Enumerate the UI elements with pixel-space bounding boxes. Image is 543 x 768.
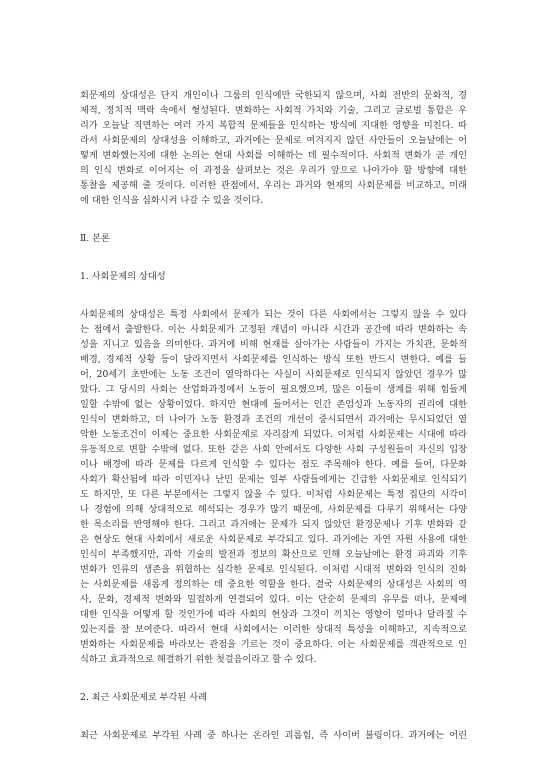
text-line: 악한 노동조건이 이제는 중요한 사회문제로 자리잡게 되었다. 이처럼 사회문제는 시대에 따라 — [80, 429, 467, 440]
text-line: 유동적으로 변할 수밖에 없다. 또한 같은 사회 안에서도 다양한 사회 구성원들이 자신의 입장 — [80, 444, 467, 455]
text-line: 회문제의 상대성은 단지 개인이나 그룹의 인식에만 국한되지 않으며, 사회 전반의 문화적, 경 — [80, 90, 467, 101]
relativity-paragraph — [80, 307, 467, 667]
text-line: 도 하지만, 또 다른 부분에서는 그렇지 않을 수 있다. 이처럼 사회문제는 특정 집단의 시각이 — [80, 489, 467, 500]
text-line: 식하고 효과적으로 해결하기 위한 첫걸음이라고 할 수 있다. — [80, 654, 317, 665]
text-line: 사, 문화, 경제적 변화와 밀접하게 연결되어 있다. 이는 단순히 문제의 유무를 떠나, 문제에 — [80, 594, 467, 605]
text-line: 나 경험에 의해 상대적으로 해석되는 경우가 많기 때문에, 사회문제를 다루기 위해서는 다양 — [80, 504, 467, 515]
text-line: 있는지를 잘 보여준다. 따라서 현대 사회에서는 이러한 상대적 특성을 이해하고, 지속적으로 — [80, 624, 467, 635]
text-line: 변화하는 사회문제를 바라보는 관점을 기르는 것이 중요하다. 이는 사회문제를 객관적으로 인 — [80, 639, 467, 650]
text-line: 는 점에서 출발한다. 이는 사회문제가 고정된 개념이 아니라 시간과 공간에 따라 변화하는 속 — [80, 324, 467, 335]
text-line: 대한 인식을 어떻게 할 것인가에 따라 사회의 현상과 그것이 끼치는 영향이 얼마나 달라질 수 — [80, 609, 467, 620]
subsection-heading-relativity: 1. 사회문제의 상대성 — [80, 271, 166, 282]
text-line: 떻게 변화했는지에 대한 논의는 현대 사회를 이해하는 데 필수적이다. 사회적 변화가 곧 개인 — [80, 150, 467, 161]
text-line: 통찰을 제공해 줄 것이다. 이러한 관점에서, 우리는 과거와 현재의 사회문제를 비교하고, 미래 — [80, 180, 467, 191]
recent-cases-paragraph — [80, 728, 467, 743]
text-line: 인식이 변화하고, 더 나아가 노동 환경과 조건의 개선이 중시되면서 과거에는 무시되었던 열 — [80, 414, 467, 425]
text-line: 변화가 인류의 생존을 위협하는 심각한 문제로 인식된다. 이처럼 시대적 변화와 인식의 진화 — [80, 564, 467, 575]
text-line: 일할 수밖에 없는 상황이었다. 하지만 현대에 들어서는 인간 존엄성과 노동자의 권리에 대한 — [80, 399, 467, 410]
text-line: 의 인식 변화로 이어지는 이 과정을 살펴보는 것은 우리가 앞으로 나아가야 할 방향에 대한 — [80, 165, 467, 176]
section-heading: Ⅱ. 본론 — [80, 233, 110, 244]
text-line: 리가 오늘날 직면하는 여러 가지 복합적 문제들을 인식하는 방식에 지대한 영향을 미친다. 따 — [80, 120, 467, 131]
text-line: 한 목소리를 반영해야 한다. 그리고 과거에는 문제가 되지 않았던 환경문제나 기후 변화와 같 — [80, 519, 467, 530]
intro-paragraph — [80, 88, 467, 208]
text-line: 인식이 부족했지만, 과학 기술의 발전과 정보의 확산으로 인해 오늘날에는 환경 파괴와 기후 — [80, 549, 467, 560]
text-line: 에 대한 인식을 심화시켜 나갈 수 있을 것이다. — [80, 195, 264, 206]
text-line: 사회가 확산됨에 따라 이민자나 난민 문제는 일부 사람들에게는 긴급한 사회문제로 인식되기 — [80, 474, 467, 485]
text-line: 제적, 정치적 맥락 속에서 형성된다. 변화하는 사회적 가치와 기술, 그리고 글로벌 통합은 우 — [80, 105, 467, 116]
subsection-heading-recent-cases: 2. 최근 사회문제로 부각된 사례 — [80, 692, 207, 703]
text-line: 라서 사회문제의 상대성을 이해하고, 과거에는 문제로 여겨지지 않던 사안들이 오늘날에는 어 — [80, 135, 467, 146]
text-line: 은 현상도 현대 사회에서 새로운 사회문제로 부각되고 있다. 과거에는 자연 자원 사용에 대한 — [80, 534, 467, 545]
text-line: 는 사회문제를 새롭게 정의하는 데 중요한 역할을 한다. 결국 사회문제의 상대성은 사회의 역 — [80, 579, 467, 590]
text-line: 어, 20세기 초반에는 노동 조건이 열악하다는 사실이 사회문제로 인식되지 않았던 경우가 많 — [80, 369, 467, 380]
text-line: 최근 사회문제로 부각된 사례 중 하나는 온라인 괴롭힘, 즉 사이버 불링이다. 과거에는 어린 — [80, 730, 467, 741]
text-line: 배경, 경제적 상황 등이 달라지면서 사회문제를 인식하는 방식 또한 반드시 변한다. 예를 들 — [80, 354, 467, 365]
text-line: 성을 지니고 있음을 의미한다. 과거에 비해 현재를 살아가는 사람들이 가지는 가치관, 문화적 — [80, 339, 467, 350]
text-line: 사회문제의 상대성은 특정 사회에서 문제가 되는 것이 다른 사회에서는 그렇지 않을 수 있다 — [80, 309, 467, 320]
text-line: 이나 배경에 따라 문제를 다르게 인식할 수 있다는 점도 주목해야 한다. 예를 들어, 다문화 — [80, 459, 467, 470]
text-line: 았다. 그 당시의 사회는 산업화과정에서 노동이 필요했으며, 많은 이들이 생계를 위해 힘들게 — [80, 384, 467, 395]
